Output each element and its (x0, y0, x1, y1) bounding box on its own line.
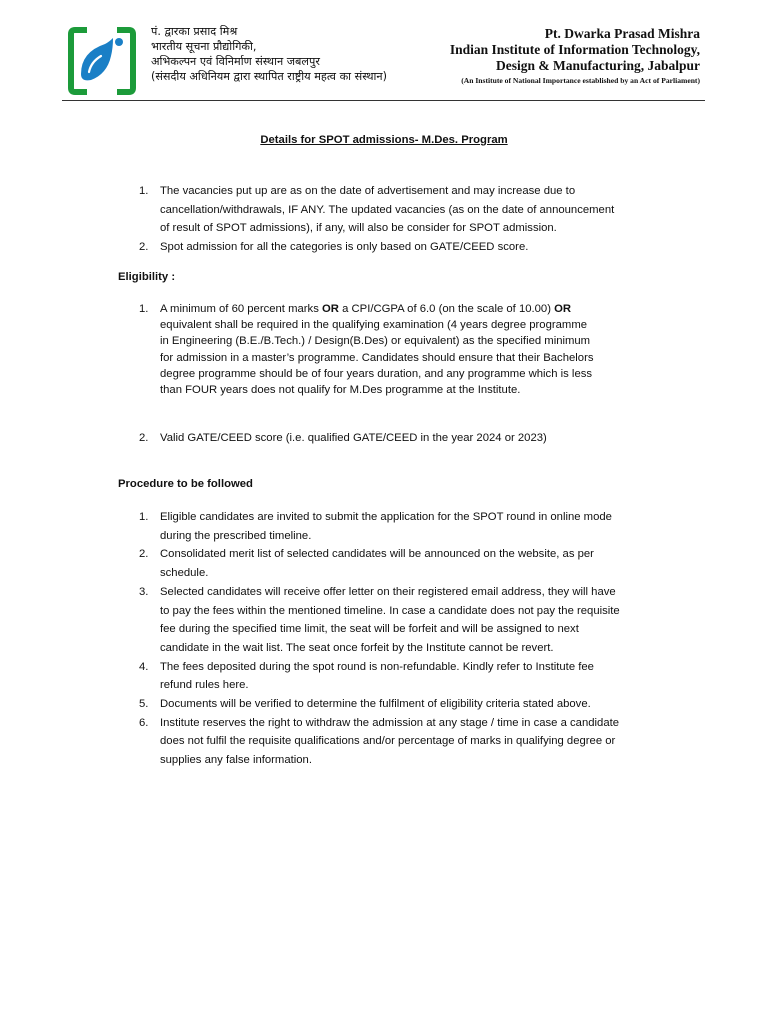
item-line: Institute reserves the right to withdraw the admission at any stage / time in case a candidate (160, 716, 620, 729)
eligibility-list-cont (118, 430, 678, 446)
header-divider (62, 100, 705, 101)
eligibility-heading: Eligibility : (118, 271, 176, 283)
list-item (118, 658, 678, 695)
list-item (118, 695, 678, 714)
item-number: 1. (139, 511, 149, 523)
eligibility-list (118, 301, 678, 398)
item-number: 5. (139, 698, 149, 711)
item-line: equivalent shall be required in the qualifying examination (4 years degree programme (160, 319, 588, 332)
item-line: degree programme should be of four years duration, and any programme which is less (160, 367, 593, 380)
text-run-bold: OR (554, 303, 572, 315)
item-number: 1. (139, 185, 149, 197)
item-line: to pay the fees within the mentioned timeline. In case a candidate does not pay the requisite (160, 604, 620, 617)
item-line: refund rules here. (160, 679, 249, 692)
item-line: Eligible candidates are invited to submit the application for the SPOT round in online mode (160, 511, 612, 523)
institute-name-line: Pt. Dwarka Prasad Mishra (544, 26, 700, 41)
procedure-heading: Procedure to be followed (118, 478, 253, 490)
item-line: for admission in a master’s programme. Candidates should ensure that their Bachelors (160, 351, 594, 364)
list-item (118, 714, 678, 770)
item-number: 4. (139, 660, 149, 673)
text-run: A minimum of 60 percent marks (160, 303, 322, 315)
item-line: Consolidated merit list of selected candidates will be announced on the website, as per (160, 548, 594, 561)
hindi-line: अभिकल्पन एवं विनिर्माण संस्थान जबलपुर (151, 55, 320, 68)
item-line: candidate in the wait list. The seat once forfeit by the Institute cannot be revert. (160, 641, 554, 654)
item-line: supplies any false information. (160, 754, 312, 767)
institute-name-line: Indian Institute of Information Technology, (449, 42, 700, 57)
iiitdmj-logo (67, 26, 137, 96)
list-item (118, 301, 678, 398)
hindi-line: (संसदीय अधिनियम द्वारा स्थापित राष्ट्रीय महत्व का संस्थान) (151, 70, 387, 83)
item-line: The fees deposited during the spot round is non-refundable. Kindly refer to Institute fee (160, 660, 594, 673)
item-line: Selected candidates will receive offer letter on their registered email address, they will have (160, 585, 616, 598)
institute-status-line: (An Institute of National Importance established by an Act of Parliament) (461, 76, 700, 85)
item-number: 2. (139, 241, 149, 254)
item-number: 1. (139, 303, 149, 315)
item-number: 2. (139, 548, 149, 561)
item-line: Spot admission for all the categories is only based on GATE/CEED score. (160, 241, 529, 254)
list-item (118, 508, 678, 545)
list-item (118, 583, 678, 658)
item-number: 3. (139, 585, 149, 598)
item-line: cancellation/withdrawals, IF ANY. The updated vacancies (as on the date of announcement (160, 203, 615, 216)
item-line: fee during the specified time limit, the seat will be forfeit and will be assigned to next (160, 623, 579, 636)
hindi-line: भारतीय सूचना प्रौद्योगिकी, (151, 40, 257, 53)
item-line: during the prescribed timeline. (160, 529, 312, 542)
hindi-letterhead (151, 24, 387, 84)
list-item (118, 238, 678, 257)
item-line: schedule. (160, 567, 209, 580)
item-number: 2. (139, 432, 149, 444)
intro-list (118, 182, 678, 257)
item-line: in Engineering (B.E./B.Tech.) / Design(B.Des) or equivalent) as the specified minimum (160, 335, 591, 348)
text-run-bold: OR (321, 303, 339, 315)
hindi-line: पं. द्वारका प्रसाद मिश्र (151, 25, 238, 38)
item-line (160, 301, 678, 317)
text-run: a CPI/CGPA of 6.0 (on the scale of 10.00) (338, 303, 555, 315)
item-line: The vacancies put up are as on the date of advertisement and may increase due to (160, 185, 576, 197)
list-item (118, 182, 678, 238)
page-title: Details for SPOT admissions- M.Des. Program (260, 134, 508, 146)
item-line: Documents will be verified to determine the fulfilment of eligibility criteria stated above. (160, 698, 591, 711)
list-item (118, 430, 678, 446)
item-line: than FOUR years does not qualify for M.Des programme at the Institute. (160, 384, 521, 397)
item-line: does not fulfil the requisite qualifications and/or percentage of marks in qualifying degree or (160, 735, 616, 748)
list-item (118, 545, 678, 582)
item-number: 6. (139, 716, 149, 729)
procedure-list (118, 508, 678, 770)
item-line: of result of SPOT admissions), if any, will also be consider for SPOT admission. (160, 222, 557, 235)
institute-name-line: Design & Manufacturing, Jabalpur (495, 58, 700, 73)
english-letterhead (450, 26, 700, 86)
item-line: Valid GATE/CEED score (i.e. qualified GATE/CEED in the year 2024 or 2023) (160, 432, 547, 444)
